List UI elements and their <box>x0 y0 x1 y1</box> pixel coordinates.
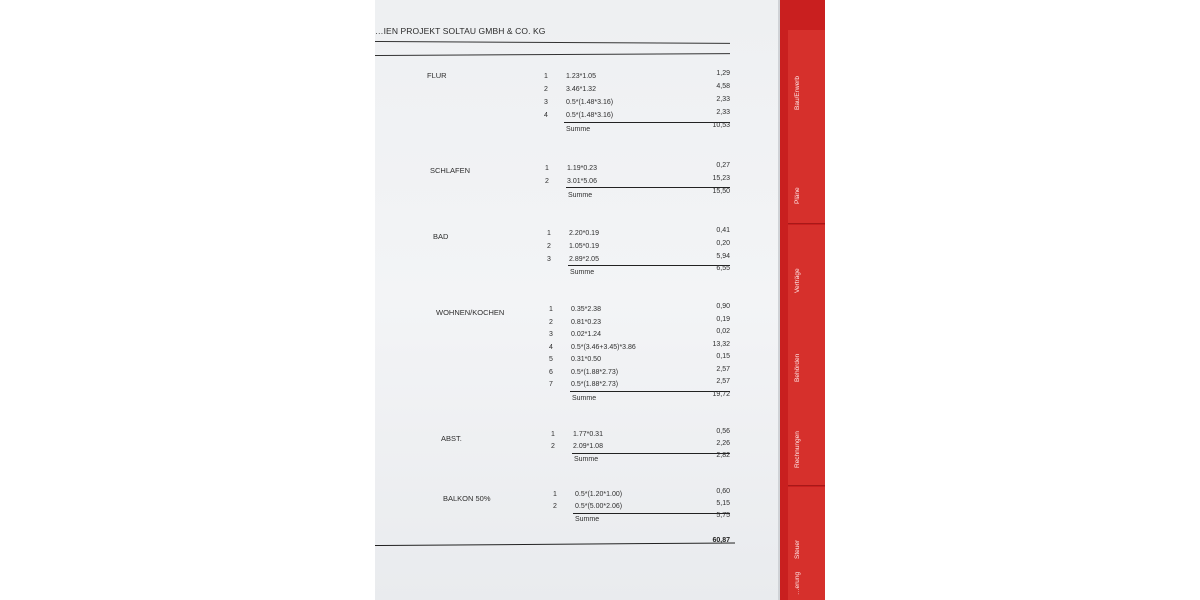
binder-tab <box>788 571 825 600</box>
section-label: SCHLAFEN <box>430 166 471 175</box>
row-area-value: 1,29 <box>716 70 730 77</box>
row-formula: 1.23*1.05 <box>566 73 596 80</box>
sum-label: Summe <box>568 192 593 199</box>
binder-tab <box>788 128 825 224</box>
total-rule <box>375 542 735 546</box>
sum-label: Summe <box>570 269 595 276</box>
row-formula: 2.89*2.05 <box>569 256 599 263</box>
row-area-value: 15,23 <box>712 175 730 182</box>
sum-value: 15,50 <box>712 188 730 195</box>
binder-tab <box>788 30 825 131</box>
row-formula: 0.5*(1.20*1.00) <box>575 491 623 498</box>
row-area-value: 0,15 <box>716 353 730 360</box>
sum-label: Summe <box>575 516 600 523</box>
row-formula: 1.19*0.23 <box>567 165 597 172</box>
sum-value: 5,75 <box>716 512 730 519</box>
row-index: 2 <box>551 443 555 450</box>
row-index: 5 <box>549 356 553 363</box>
row-area-value: 0,27 <box>716 162 730 169</box>
section-label: BALKON 50% <box>443 494 491 503</box>
total-area <box>375 0 780 600</box>
row-index: 2 <box>553 503 557 510</box>
row-area-value: 13,32 <box>712 341 730 348</box>
section-label: ABST. <box>441 434 462 443</box>
row-formula: 0.5*(1.48*3.16) <box>566 112 614 119</box>
row-formula: 2.20*0.19 <box>569 230 599 237</box>
binder-tab-label: Bau/Erwerb <box>794 76 801 110</box>
row-area-value: 0,41 <box>716 227 730 234</box>
sum-label: Summe <box>574 456 599 463</box>
row-area-value: 5,15 <box>716 500 730 507</box>
row-formula: 3.46*1.32 <box>566 86 596 93</box>
row-index: 4 <box>549 344 553 351</box>
binder-tab <box>788 225 825 311</box>
row-index: 6 <box>549 369 553 376</box>
row-index: 1 <box>545 165 549 172</box>
row-area-value: 2,33 <box>716 109 730 116</box>
row-formula: 1.05*0.19 <box>569 243 599 250</box>
sum-label: Summe <box>566 126 591 133</box>
row-index: 3 <box>547 256 551 263</box>
sum-value: 19,72 <box>712 391 730 398</box>
row-index: 4 <box>544 112 548 119</box>
sum-value: 10,53 <box>712 122 730 129</box>
row-area-value: 0,02 <box>716 328 730 335</box>
row-index: 2 <box>547 243 551 250</box>
section-label: FLUR <box>427 71 447 80</box>
row-area-value: 0,19 <box>716 316 730 323</box>
row-formula: 0.5*(5.00*2.06) <box>575 503 623 510</box>
row-index: 2 <box>549 319 553 326</box>
binder-tab-label: Verträge <box>794 268 801 293</box>
binder-tab-label: Steuer <box>794 539 801 559</box>
row-formula: 0.5*(1.48*3.16) <box>566 99 614 106</box>
row-index: 1 <box>544 73 548 80</box>
grand-total: 60,87 <box>712 537 730 544</box>
row-index: 3 <box>544 99 548 106</box>
row-area-value: 5,94 <box>716 253 730 260</box>
row-formula: 3.01*5.06 <box>567 178 597 185</box>
row-area-value: 0,20 <box>716 240 730 247</box>
row-index: 1 <box>553 491 557 498</box>
sum-value: 6,55 <box>716 265 730 272</box>
row-formula: 0.5*(1.88*2.73) <box>571 369 619 376</box>
binder-tab <box>788 487 825 578</box>
row-area-value: 0,60 <box>716 488 730 495</box>
row-index: 2 <box>545 178 549 185</box>
row-index: 3 <box>549 331 553 338</box>
row-formula: 0.35*2.38 <box>571 306 601 313</box>
row-area-value: 2,26 <box>716 440 730 447</box>
row-formula: 0.81*0.23 <box>571 319 601 326</box>
row-index: 1 <box>549 306 553 313</box>
binder-tab-label: …erung <box>794 571 801 595</box>
section-label: WOHNEN/KOCHEN <box>436 308 505 317</box>
binder-tab-label: Pläne <box>794 187 801 204</box>
row-index: 1 <box>551 431 555 438</box>
row-formula: 0.5*(1.88*2.73) <box>571 381 619 388</box>
row-formula: 0.31*0.50 <box>571 356 601 363</box>
binder-tab <box>788 400 825 486</box>
row-area-value: 0,90 <box>716 303 730 310</box>
row-area-value: 2,57 <box>716 366 730 373</box>
binder-tab <box>788 310 825 401</box>
row-area-value: 4,58 <box>716 83 730 90</box>
row-index: 7 <box>549 381 553 388</box>
row-area-value: 2,57 <box>716 378 730 385</box>
document-header: …IEN PROJEKT SOLTAU GMBH & CO. KG <box>375 26 546 36</box>
sum-label: Summe <box>572 395 597 402</box>
row-area-value: 2,33 <box>716 96 730 103</box>
binder-dividers <box>780 0 825 600</box>
section-label: BAD <box>433 232 449 241</box>
row-index: 2 <box>544 86 548 93</box>
row-formula: 0.5*(3.46+3.45)*3.86 <box>571 344 636 351</box>
binder-tab-label: Rechnungen <box>794 431 801 468</box>
row-index: 1 <box>547 230 551 237</box>
sum-value: 2,82 <box>716 452 730 459</box>
binder-tab-label: Behörden <box>794 353 801 382</box>
row-area-value: 0,56 <box>716 428 730 435</box>
row-formula: 0.02*1.24 <box>571 331 601 338</box>
row-formula: 1.77*0.31 <box>573 431 603 438</box>
row-formula: 2.09*1.08 <box>573 443 603 450</box>
